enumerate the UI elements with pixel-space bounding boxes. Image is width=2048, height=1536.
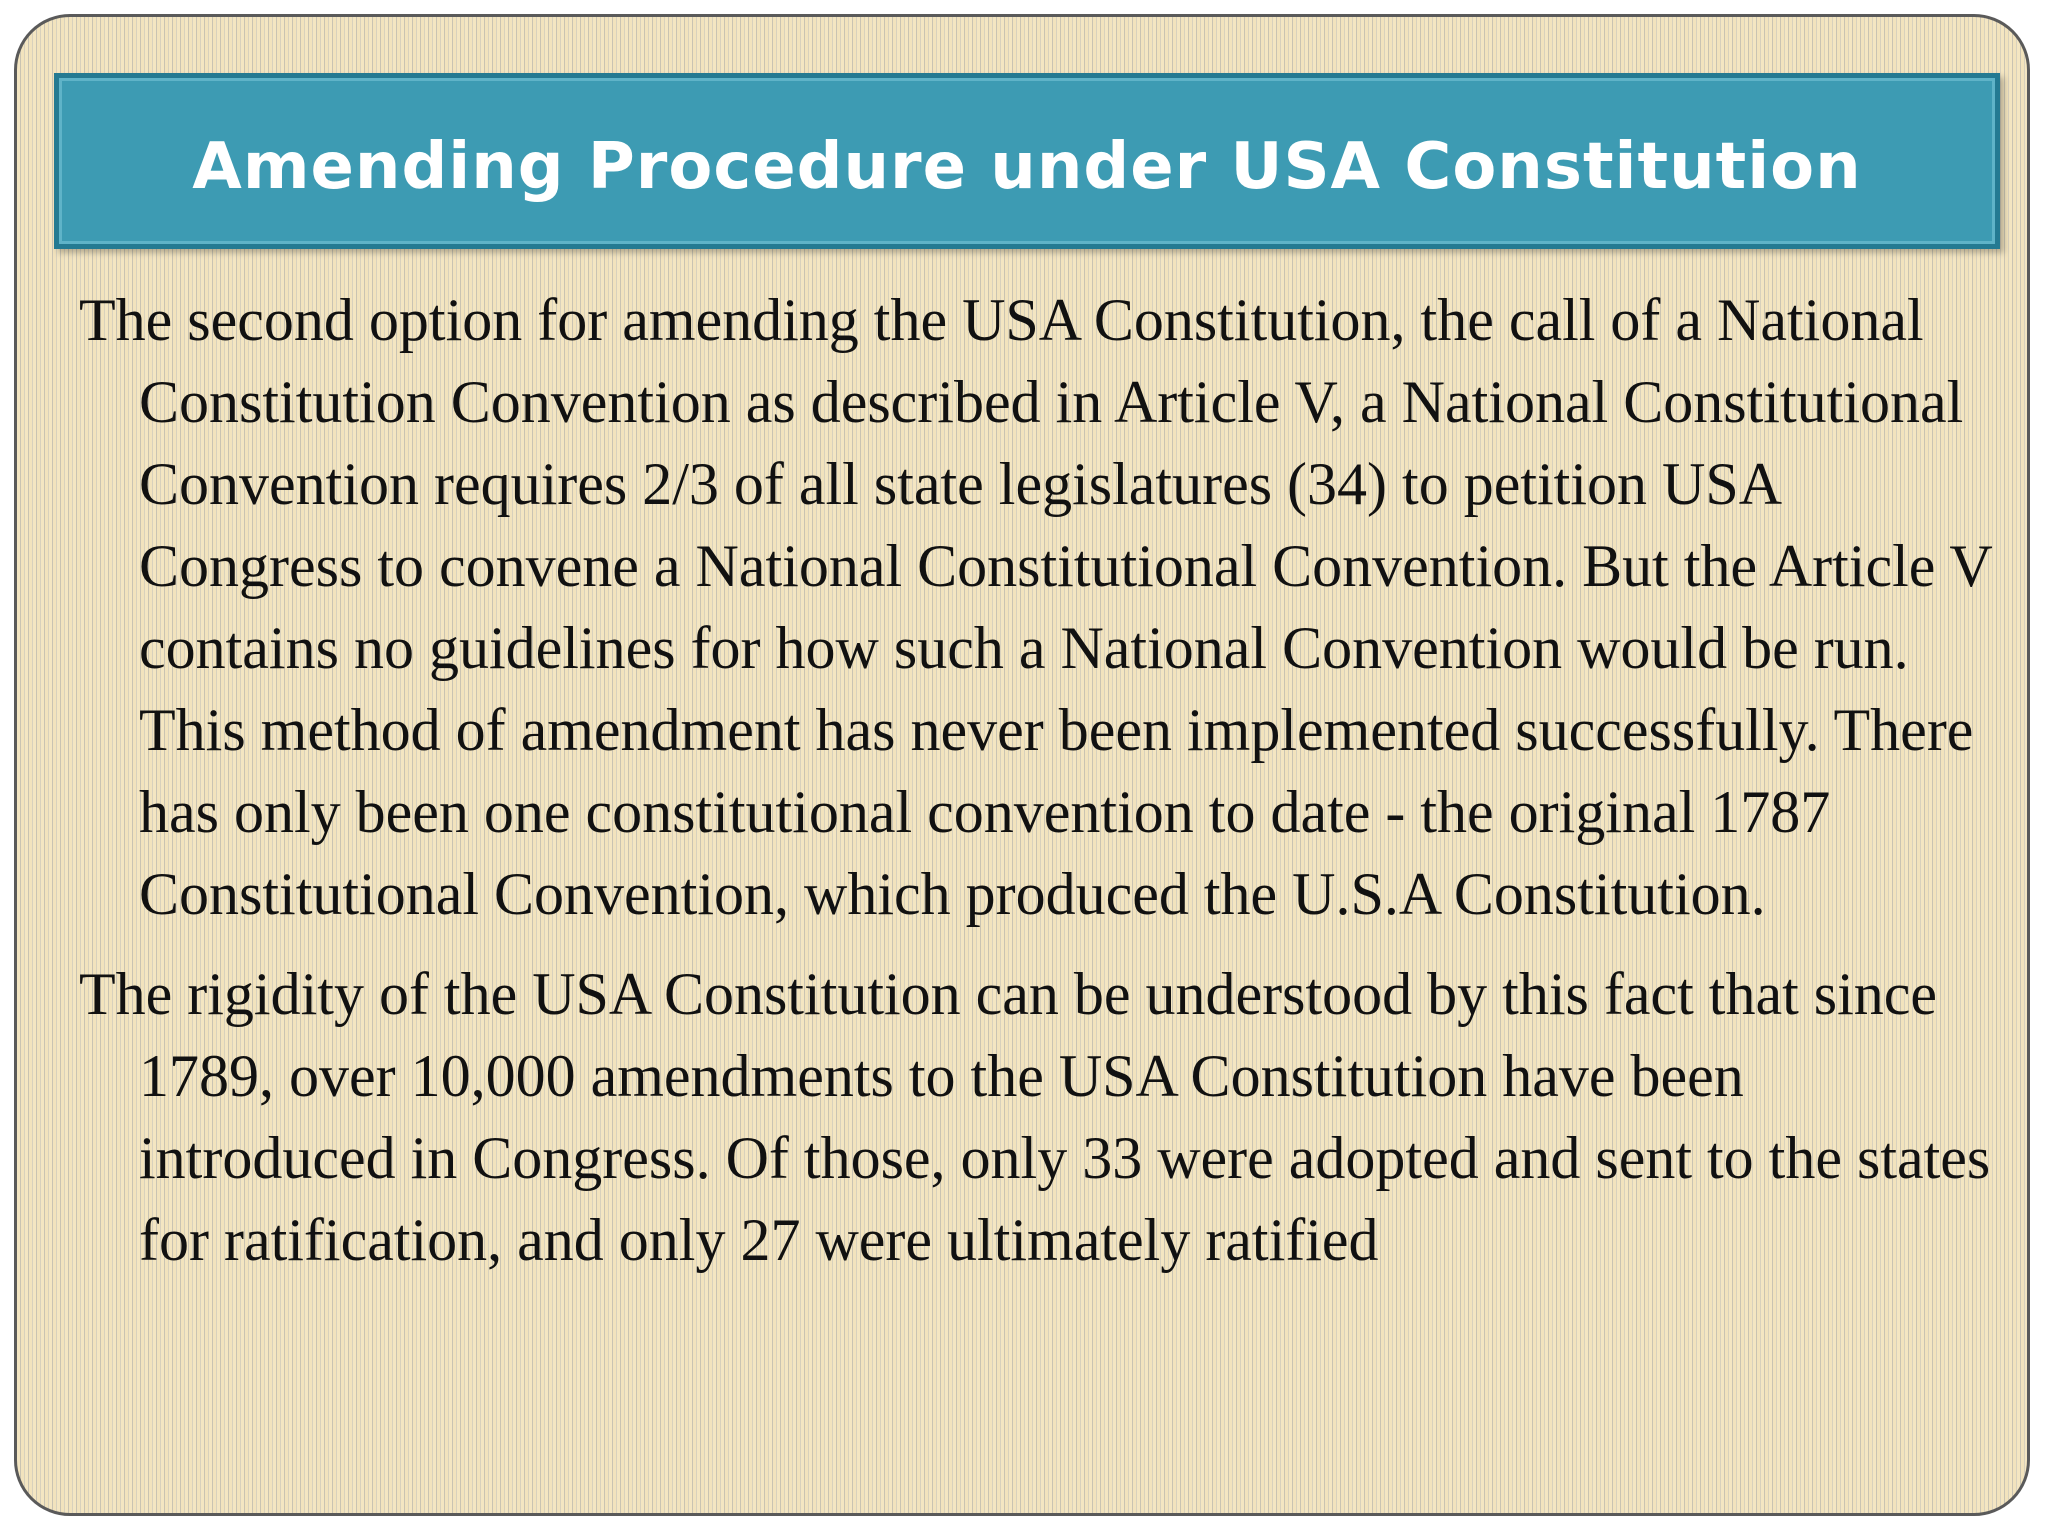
- slide-title: Amending Procedure under USA Constitution: [192, 130, 1862, 204]
- slide-content: [79, 279, 1999, 1299]
- slide: [14, 14, 2030, 1516]
- paragraph-rigidity: The rigidity of the USA Constitution can be understood by this fact that since 1789, over 10,000 amendments to the USA Constitution have been introduced in Congress. Of those, only 33 were adopted and sent to the states for ratification, and only 27 were ultimately ratified: [79, 961, 1991, 1273]
- paragraph-second-option: The second option for amending the USA Constitution, the call of a National Constitution Convention as described in Article V, a National Constitutional Convention requires 2/3 of all state legislatures (34) to petition USA Congress to convene a National Constitutional Convention. But the Article V contains no guidelines for how such a National Convention would be run. This method of amendment has never been implemented successfully. There has only been one constitutional convention to date - the original 1787 Constitutional Convention, which produced the U.S.A Constitution.: [79, 287, 1992, 927]
- title-bar: [54, 73, 2000, 249]
